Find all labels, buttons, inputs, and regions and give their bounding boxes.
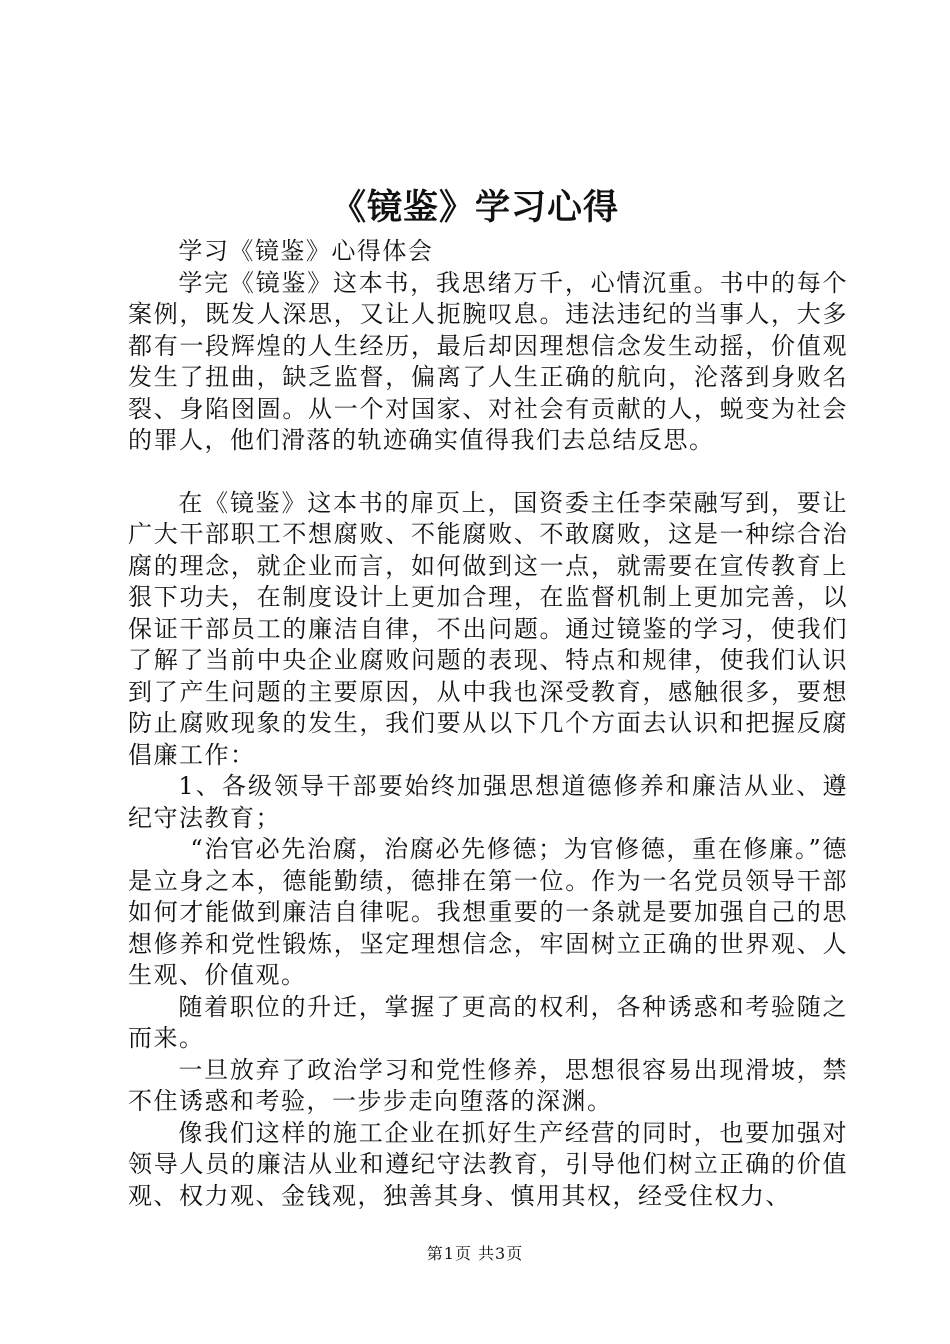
document-subtitle: 学习《镜鉴》心得体会: [178, 237, 434, 265]
paragraph-intro: 学完《镜鉴》这本书，我思绪万千，心情沉重。书中的每个案例，既发人深思，又让人扼腕叹息。违法违纪的当事人，大多都有一段辉煌的人生经历，最后却因理想信念发生动摇，价值观发生了扭曲，缺乏监督，偏离了人生正确的航向，沦落到身败名裂、身陷囹圄。从一个对国家、对社会有贡献的人，蜕变为社会的罪人，他们滑落的轨迹确实值得我们去总结反思。: [128, 268, 848, 454]
paragraph-quote: “治官必先治腐，治腐必先修德；为官修德，重在修廉。”德是立身之本，德能勤绩，德排在第一位。作为一名党员领导干部如何才能做到廉洁自律呢。我想重要的一条就是要加强自己的思想修养和党性锻炼，坚定理想信念，牢固树立正确的世界观、人生观、价值观。: [128, 835, 848, 989]
paragraph-preface: 在《镜鉴》这本书的扉页上，国资委主任李荣融写到，要让广大干部职工不想腐败、不能腐败、不敢腐败，这是一种综合治腐的理念，就企业而言，如何做到这一点，就需要在宣传教育上狠下功夫，在制度设计上更加合理，在监督机制上更加完善，以保证干部员工的廉洁自律，不出问题。通过镜鉴的学习，使我们了解了当前中央企业腐败问题的表现、特点和规律，使我们认识到了产生问题的主要原因，从中我也深受教育，感触很多，要想防止腐败现象的发生，我们要从以下几个方面去认识和把握反腐倡廉工作：: [128, 488, 848, 769]
paragraph-decline: 一旦放弃了政治学习和党性修养，思想很容易出现滑坡，禁不住诱惑和考验，一步步走向堕落的深渊。: [128, 1055, 848, 1115]
page-footer: 第1页 共3页: [426, 1244, 524, 1263]
paragraph-promotion: 随着职位的升迁，掌握了更高的权利，各种诱惑和考验随之而来。: [128, 992, 848, 1052]
list-item-1: 1、各级领导干部要始终加强思想道德修养和廉洁从业、遵纪守法教育；: [128, 772, 848, 832]
paragraph-enterprise: 像我们这样的施工企业在抓好生产经营的同时，也要加强对领导人员的廉洁从业和遵纪守法教育，引导他们树立正确的价值观、权力观、金钱观，独善其身、慎用其权，经受住权力、: [128, 1118, 848, 1210]
document-title: 《镜鉴》学习心得: [330, 187, 619, 228]
document-body: [128, 236, 848, 1212]
